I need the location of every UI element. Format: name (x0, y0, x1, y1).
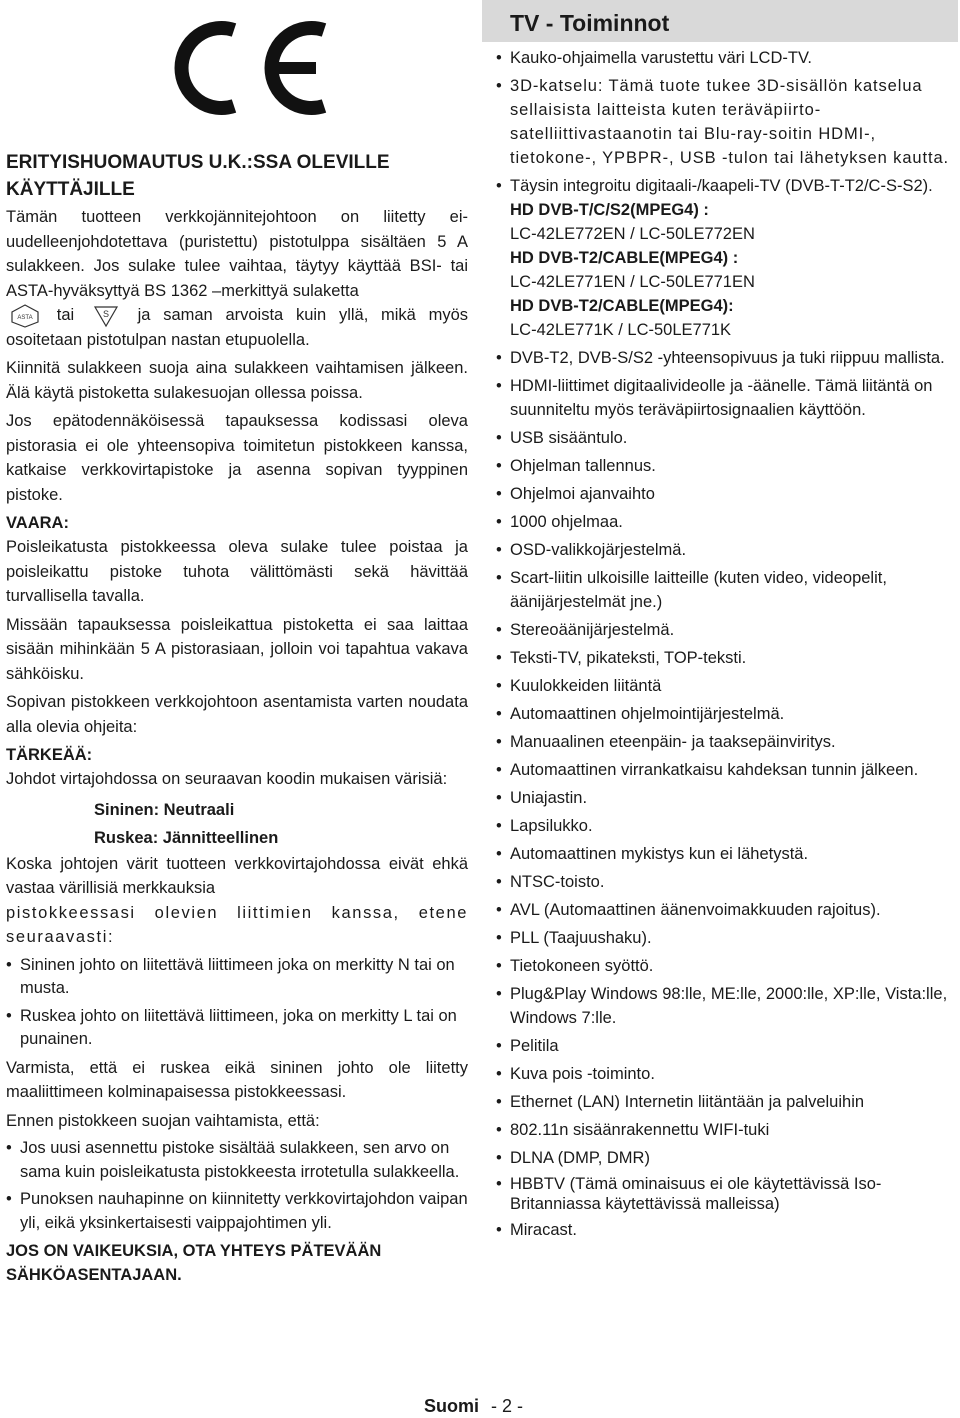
wire-color-blue: Sininen: Neutraali (94, 800, 235, 819)
model-numbers: LC-42LE772EN / LC-50LE772EN (510, 225, 755, 243)
bsi-kitemark-icon (91, 304, 121, 328)
paragraph-proceed: pistokkeessasi olevien liittimien kanssa, etene seuraavasti: (6, 903, 468, 947)
list-item: • OSD-valikkojärjestelmä. (482, 538, 958, 562)
ce-mark-logo (156, 18, 336, 118)
list-item: • Pelitila (482, 1034, 958, 1058)
list-item: • Stereoäänijärjestelmä. (482, 618, 958, 642)
paragraph-instructions: Sopivan pistokkeen verkkojohtoon asentamista varten noudata alla olevia ohjeita: (6, 693, 468, 736)
model-group-label: HD DVB-T2/CABLE(MPEG4) : (510, 249, 739, 267)
paragraph-fuse-info: Tämän tuotteen verkkojännitejohtoon on liitetty ei-uudelleenjohdotettava (puristettu) pistotulppa sisältäen 5 A sulakkeen. Jos sulake tulee vaihtaa, täytyy käyttää BSI- tai ASTA-hyväksyttyä BS 1362 –merkittyä sulaketta ASTA tai S ja saman arvoista kuin yllä, mikä myös osoitetaan pistotulpan nastan etupuolella. (6, 208, 468, 349)
paragraph-fuse-cover: Kiinnitä sulakkeen suoja aina sulakkeen vaihtamisen jälkeen. Älä käytä pistoketta sulakesuojan ollessa poissa. (6, 359, 468, 402)
list-item: • DLNA (DMP, DMR) (482, 1146, 958, 1170)
list-item: • Ethernet (LAN) Internetin liitäntään ja palveluihin (482, 1090, 958, 1114)
list-item: • Kuulokkeiden liitäntä (482, 674, 958, 698)
warning-label: VAARA: (6, 514, 69, 533)
bullet-blue-wire: • Sininen johto on liitettävä liittimeen joka on merkitty N tai on musta. (6, 954, 468, 1001)
page-number: - 2 - (491, 1396, 524, 1416)
paragraph-before-replace: Ennen pistokkeen suojan vaihtamista, että: (6, 1111, 320, 1130)
list-item: • HDMI-liittimet digitaalivideolle ja -äänelle. Tämä liitäntä on suunniteltu myös teräväpiirtosignaalien käyttöön. (482, 374, 958, 422)
list-item: • Scart-liitin ulkoisille laitteille (kuten video, videopelit, äänijärjestelmät jne.) (482, 566, 958, 614)
footer-language: Suomi (424, 1396, 480, 1416)
svg-text:S: S (102, 308, 109, 319)
list-item: • NTSC-toisto. (482, 870, 958, 894)
list-item: • Ohjelman tallennus. (482, 454, 958, 478)
list-item: • USB sisääntulo. (482, 426, 958, 450)
important-label: TÄRKEÄÄ: (6, 746, 93, 765)
list-item: • HBBTV (Tämä ominaisuus ei ole käytettävissä Iso-Britanniassa käytettävissä malleissa) (482, 1174, 958, 1214)
list-item: • Uniajastin. (482, 786, 958, 810)
list-item: • Lapsilukko. (482, 814, 958, 838)
asta-mark-icon (10, 304, 40, 328)
paragraph-earth-terminal: Varmista, että ei ruskea eikä sininen johto ole liitetty maaliittimeen kolminapaisessa pistokkeessasi. (6, 1058, 468, 1102)
list-item: • Kuva pois -toiminto. (482, 1062, 958, 1086)
paragraph-color-mismatch: Koska johtojen värit tuotteen verkkovirtajohdossa eivät ehkä vastaa värillisiä merkkauksia (6, 854, 468, 898)
page-footer (424, 1394, 523, 1418)
paragraph-remove-fuse: Poisleikatusta pistokkeessa oleva sulake tulee poistaa ja poisleikattu pistoke tuhota välittömästi sekä hävittää turvallisella tavalla. (6, 538, 468, 606)
list-item: • Miracast. (482, 1218, 958, 1242)
list-item: • Täysin integroitu digitaali-/kaapeli-TV (DVB-T-T2/C-S-S2). (482, 174, 958, 198)
list-item: • 802.11n sisäänrakennettu WIFI-tuki (482, 1118, 958, 1142)
bullet-cord-grip: • Punoksen nauhapinne on kiinnitetty verkkovirtajohdon vaipan yli, eikä yksinkertaisesti vaippajohtimen yli. (6, 1188, 468, 1235)
list-item: • Automaattinen ohjelmointijärjestelmä. (482, 702, 958, 726)
closing-notice: JOS ON VAIKEUKSIA, OTA YHTEYS PÄTEVÄÄN SÄHKÖASENTAJAAN. (6, 1242, 382, 1285)
tv-features-header: TV - Toiminnot (482, 0, 958, 42)
model-group-label: HD DVB-T2/CABLE(MPEG4): (510, 297, 734, 315)
list-item: • AVL (Automaattinen äänenvoimakkuuden rajoitus). (482, 898, 958, 922)
features-list (482, 46, 958, 1242)
paragraph-no-insert: Missään tapauksessa poisleikattua pistoketta ei saa laittaa sisään mihinkään 5 A pistorasiaan, jolloin voi tapahtua vakava sähköisku. (6, 615, 468, 683)
svg-text:ASTA: ASTA (17, 314, 33, 321)
paragraph-incompatible-socket: Jos epätodennäköisessä tapauksessa kodissasi oleva pistorasia ei ole yhteensopiva toimitetun pistokkeen kanssa, katkaise verkkovirtapistoke ja asenna sopivan tyyppinen pistoke. (6, 412, 468, 504)
list-item: • Kauko-ohjaimella varustettu väri LCD-TV. (482, 46, 958, 70)
wire-color-brown: Ruskea: Jännitteellinen (94, 828, 279, 847)
list-item: • Automaattinen virrankatkaisu kahdeksan tunnin jälkeen. (482, 758, 958, 782)
list-item: • Tietokoneen syöttö. (482, 954, 958, 978)
list-item: • Teksti-TV, pikateksti, TOP-teksti. (482, 646, 958, 670)
model-group-label: HD DVB-T/C/S2(MPEG4) : (510, 201, 709, 219)
uk-notice-heading: ERITYISHUOMAUTUS U.K.:SSA OLEVILLE KÄYTTÄJILLE (6, 152, 390, 200)
right-column (482, 0, 958, 1246)
list-item: • Ohjelmoi ajanvaihto (482, 482, 958, 506)
model-numbers: LC-42LE771EN / LC-50LE771EN (510, 273, 755, 291)
paragraph-wire-colors: Johdot virtajohdossa on seuraavan koodin mukaisen värisiä: (6, 770, 448, 789)
list-item: • Plug&Play Windows 98:lle, ME:lle, 2000:lle, XP:lle, Vista:lle, Windows 7:lle. (482, 982, 958, 1030)
list-item: • DVB-T2, DVB-S/S2 -yhteensopivuus ja tuki riippuu mallista. (482, 346, 958, 370)
list-item: • Automaattinen mykistys kun ei lähetystä. (482, 842, 958, 866)
bullet-brown-wire: • Ruskea johto on liitettävä liittimeen, joka on merkitty L tai on punainen. (6, 1005, 468, 1052)
list-item: • PLL (Taajuushaku). (482, 926, 958, 950)
bullet-fuse-value: • Jos uusi asennettu pistoke sisältää sulakkeen, sen arvo on sama kuin poisleikatusta pistokkeesta irrotetulla sulakkeella. (6, 1137, 468, 1184)
list-item: • Manuaalinen eteenpäin- ja taaksepäinviritys. (482, 730, 958, 754)
model-numbers: LC-42LE771K / LC-50LE771K (510, 321, 732, 339)
list-item: • 3D-katselu: Tämä tuote tukee 3D-sisällön katselua sellaisista laitteista kuten teräväpiirto-satelliittivastaanotin tai Blu-ray-soitin HDMI-, tietokone-, YPBPR-, USB -tulon tai lähetyksen kautta. (482, 74, 958, 170)
list-item: • 1000 ohjelmaa. (482, 510, 958, 534)
